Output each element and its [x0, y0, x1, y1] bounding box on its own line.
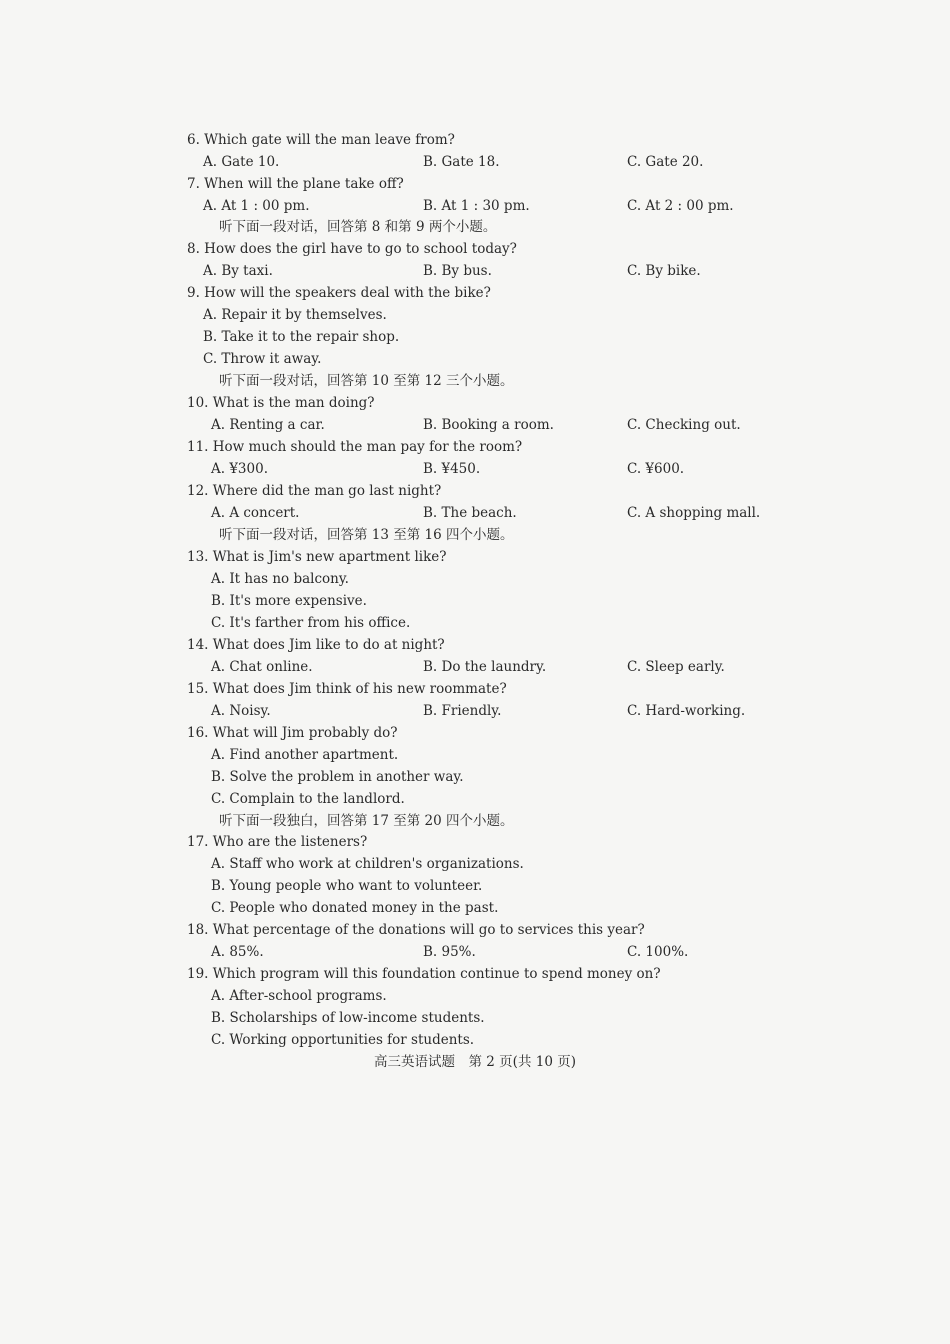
option-c: C. People who donated money in the past. [211, 900, 499, 916]
option-17b [0, 875, 950, 897]
option-a: A. Find another apartment. [211, 747, 399, 763]
instruction-10 [0, 370, 950, 392]
option-c: C. At 2 : 00 pm. [627, 198, 734, 214]
option-c: C. Throw it away. [203, 351, 322, 367]
question-text: 14. What does Jim like to do at night? [187, 637, 445, 653]
option-c: C. Working opportunities for students. [211, 1032, 475, 1048]
option-a: A. Renting a car. [211, 417, 325, 433]
question-text: 7. When will the plane take off? [187, 176, 404, 192]
option-a: A. ¥300. [211, 461, 268, 477]
option-13a [0, 568, 950, 590]
instruction-text: 听下面一段对话，回答第 8 和第 9 两个小题。 [219, 219, 497, 235]
question-text: 11. How much should the man pay for the room? [187, 439, 523, 455]
option-13b [0, 590, 950, 612]
question-text: 18. What percentage of the donations will go to services this year? [187, 922, 645, 938]
question-18 [0, 919, 950, 941]
option-b: B. Booking a room. [423, 417, 554, 433]
option-17c [0, 897, 950, 919]
option-a: A. 85%. [211, 944, 264, 960]
option-16a [0, 744, 950, 766]
question-text: 13. What is Jim's new apartment like? [187, 549, 447, 565]
question-text: 12. Where did the man go last night? [187, 483, 442, 499]
question-12 [0, 480, 950, 502]
option-b: B. Scholarships of low-income students. [211, 1010, 485, 1026]
question-14 [0, 634, 950, 656]
instruction-8 [0, 216, 950, 238]
option-9b [0, 326, 950, 348]
options-11 [0, 458, 950, 480]
question-text: 9. How will the speakers deal with the bike? [187, 285, 491, 301]
question-6 [0, 129, 950, 151]
question-15 [0, 678, 950, 700]
option-17a [0, 853, 950, 875]
option-b: B. By bus. [423, 263, 492, 279]
options-7 [0, 195, 950, 217]
question-19 [0, 963, 950, 985]
option-a: A. By taxi. [203, 263, 273, 279]
question-13 [0, 546, 950, 568]
option-c: C. Gate 20. [627, 154, 704, 170]
option-c: C. ¥600. [627, 461, 685, 477]
option-c: C. Hard-working. [627, 703, 746, 719]
option-a: A. At 1 : 00 pm. [203, 198, 310, 214]
option-b: B. 95%. [423, 944, 476, 960]
question-16 [0, 722, 950, 744]
option-16c [0, 788, 950, 810]
option-19b [0, 1007, 950, 1029]
options-15 [0, 700, 950, 722]
option-b: B. Solve the problem in another way. [211, 769, 464, 785]
option-c: C. Complain to the landlord. [211, 791, 405, 807]
options-14 [0, 656, 950, 678]
option-9c [0, 348, 950, 370]
instruction-13 [0, 524, 950, 546]
option-c: C. A shopping mall. [627, 505, 761, 521]
option-a: A. It has no balcony. [211, 571, 349, 587]
option-a: A. Repair it by themselves. [203, 307, 387, 323]
question-text: 15. What does Jim think of his new roommate? [187, 681, 507, 697]
instruction-17 [0, 810, 950, 832]
option-a: A. After-school programs. [211, 988, 387, 1004]
option-19c [0, 1029, 950, 1051]
question-text: 8. How does the girl have to go to school today? [187, 241, 517, 257]
question-text: 10. What is the man doing? [187, 395, 375, 411]
options-6 [0, 151, 950, 173]
instruction-text: 听下面一段独白，回答第 17 至第 20 四个小题。 [219, 813, 514, 829]
option-a: A. A concert. [211, 505, 300, 521]
option-b: B. The beach. [423, 505, 517, 521]
option-a: A. Noisy. [211, 703, 271, 719]
option-c: C. 100%. [627, 944, 689, 960]
question-17 [0, 831, 950, 853]
option-b: B. Young people who want to volunteer. [211, 878, 483, 894]
question-text: 19. Which program will this foundation continue to spend money on? [187, 966, 661, 982]
option-b: B. Friendly. [423, 703, 502, 719]
option-a: A. Gate 10. [203, 154, 280, 170]
question-10 [0, 392, 950, 414]
option-16b [0, 766, 950, 788]
question-text: 6. Which gate will the man leave from? [187, 132, 455, 148]
options-12 [0, 502, 950, 524]
option-9a [0, 304, 950, 326]
instruction-text: 听下面一段对话，回答第 13 至第 16 四个小题。 [219, 527, 514, 543]
option-c: C. It's farther from his office. [211, 615, 411, 631]
question-7 [0, 173, 950, 195]
option-b: B. Gate 18. [423, 154, 500, 170]
options-8 [0, 260, 950, 282]
option-a: A. Chat online. [211, 659, 313, 675]
instruction-text: 听下面一段对话，回答第 10 至第 12 三个小题。 [219, 373, 514, 389]
option-b: B. ¥450. [423, 461, 481, 477]
question-11 [0, 436, 950, 458]
option-c: C. By bike. [627, 263, 701, 279]
option-a: A. Staff who work at children's organizations. [211, 856, 524, 872]
options-18 [0, 941, 950, 963]
option-13c [0, 612, 950, 634]
question-text: 17. Who are the listeners? [187, 834, 368, 850]
option-c: C. Sleep early. [627, 659, 725, 675]
option-c: C. Checking out. [627, 417, 741, 433]
option-b: B. Do the laundry. [423, 659, 547, 675]
question-8 [0, 238, 950, 260]
option-b: B. Take it to the repair shop. [203, 329, 400, 345]
question-9 [0, 282, 950, 304]
page-footer: 高三英语试题 第 2 页(共 10 页) [374, 1054, 576, 1070]
question-text: 16. What will Jim probably do? [187, 725, 398, 741]
option-19a [0, 985, 950, 1007]
option-b: B. At 1 : 30 pm. [423, 198, 530, 214]
options-10 [0, 414, 950, 436]
option-b: B. It's more expensive. [211, 593, 367, 609]
